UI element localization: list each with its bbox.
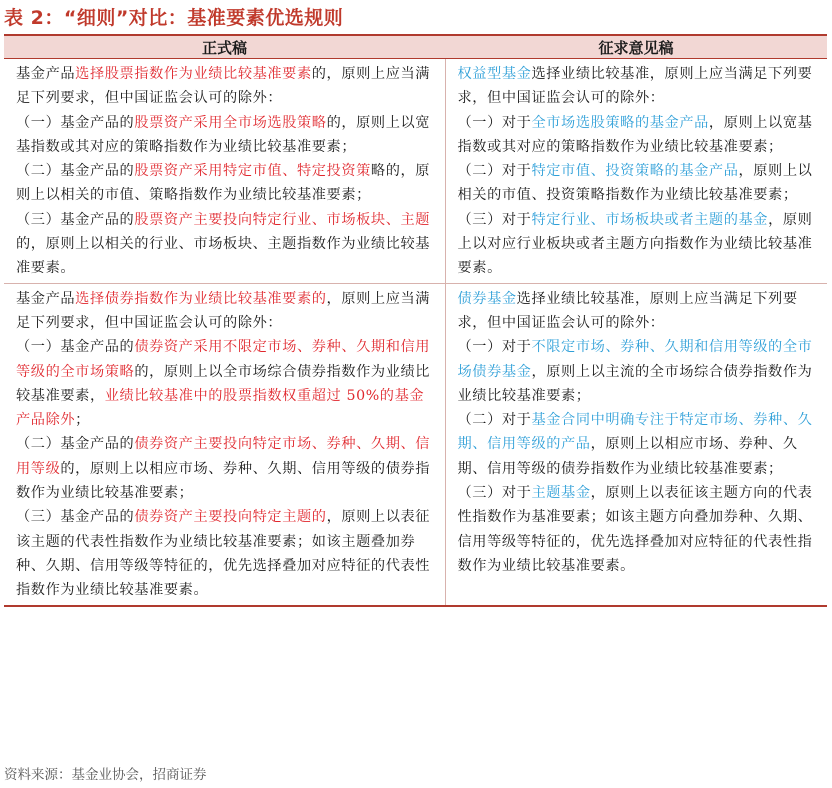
draft-highlight-text: 特定市值、投资策略的基金产品 [531, 163, 739, 180]
revised-text: 选择债券指数作为业绩比较基准要素的 [75, 290, 327, 307]
revised-text: 债券资产主要投向特定主题的 [134, 509, 327, 526]
clause-text: 选择业绩比较基准，原则上应当满足下列要求，但中国证监会认可的除外： [457, 66, 813, 107]
clause-text: （一）基金产品的 [16, 339, 135, 356]
draft-highlight-text: 特定行业、市场板块或者主题的基金 [531, 211, 769, 228]
clause-paragraph [458, 408, 822, 481]
clause-paragraph [458, 287, 822, 336]
clause-text: ，原则上以相关的市值、投资策略指数作为业绩比较基准要素； [457, 163, 813, 204]
bond-final-cell [4, 283, 445, 605]
comparison-table [4, 34, 827, 607]
draft-highlight-text: 基金合同中明确专注于特定市场、券种、久期、信用等级的产品 [457, 412, 813, 453]
clause-text: （二）对于 [457, 412, 532, 429]
clause-text: 的，原则上以相关的行业、市场板块、主题指数作为业绩比较基准要素。 [16, 236, 431, 277]
stock-draft-cell [445, 59, 827, 284]
draft-highlight-text: 主题基金 [531, 485, 591, 502]
clause-text: ，原则上以宽基指数或其对应的策略指数作为业绩比较基准要素； [457, 114, 813, 155]
clause-paragraph [16, 62, 439, 111]
clause-text: （二）基金产品的 [16, 436, 135, 453]
clause-text: 的，原则上以全市场综合债券指数作为业绩比较基准要素， [16, 363, 431, 404]
clause-text: 的，原则上以宽基指数或其对应的策略指数作为业绩比较基准要素； [16, 114, 431, 155]
clause-paragraph [458, 111, 822, 160]
revised-text: 业绩比较基准中的股票指数权重超过 50%的基金产品除外 [16, 387, 425, 429]
clause-paragraph [16, 335, 439, 432]
clause-text: ，原则上以相应市场、券种、久期、信用等级的债券指数作为业绩比较基准要素； [457, 436, 798, 477]
draft-highlight-text: 债券基金 [457, 290, 517, 307]
table-row-stock [4, 59, 827, 284]
clause-text: （三）对于 [457, 485, 532, 502]
clause-paragraph [16, 505, 439, 602]
stock-final-cell [4, 59, 445, 284]
clause-text: 的，原则上应当满足下列要求，但中国证监会认可的除外： [16, 66, 431, 107]
column-header-final: 正式稿 [4, 35, 445, 59]
draft-highlight-text: 全市场选股策略的基金产品 [531, 114, 709, 131]
draft-highlight-text: 不限定市场、券种、久期和信用等级的全市场债券基金 [457, 339, 813, 380]
clause-paragraph [458, 481, 822, 578]
clause-paragraph [16, 208, 439, 281]
clause-text: ，原则上以对应行业板块或者主题方向指数作为业绩比较基准要素。 [457, 211, 813, 277]
clause-text: （一）对于 [457, 339, 532, 356]
clause-paragraph [458, 62, 822, 111]
clause-text: ，原则上应当满足下列要求，但中国证监会认可的除外： [16, 290, 431, 331]
clause-text: （三）对于 [457, 211, 532, 228]
clause-text: ，原则上以主流的全市场综合债券指数作为业绩比较基准要素； [457, 363, 813, 404]
clause-text: 基金产品 [16, 290, 76, 307]
revised-text: 股票资产采用特定市值、特定投资策 [134, 163, 371, 180]
revised-text: 选择股票指数作为业绩比较基准要素 [75, 66, 312, 82]
clause-text: ，原则上以表征该主题的代表性指数作为业绩比较基准要素；如该主题叠加券种、久期、信用等级等特征的，优先选择叠加对应特征的代表性指数作为业绩比较基准要素。 [16, 509, 431, 599]
clause-text: （一）基金产品的 [16, 114, 135, 131]
clause-text: 选择业绩比较基准，原则上应当满足下列要求，但中国证监会认可的除外： [457, 290, 798, 331]
clause-text: （二）对于 [457, 163, 532, 180]
table-title: 表 2：“细则”对比：基准要素优选规则 [4, 7, 344, 29]
clause-paragraph [16, 111, 439, 160]
revised-text: 债券资产采用不限定市场、券种、久期和信用等级的全市场策略 [16, 339, 431, 380]
bond-draft-cell [445, 283, 827, 605]
revised-text: 债券资产主要投向特定市场、券种、久期、信用等级 [16, 436, 431, 477]
clause-text: （三）基金产品的 [16, 509, 135, 526]
revised-text: 股票资产主要投向特定行业、市场板块、主题 [134, 211, 431, 228]
revised-text: 股票资产采用全市场选股策略 [134, 114, 327, 131]
column-header-draft: 征求意见稿 [445, 35, 827, 59]
clause-text: 的，原则上以相应市场、券种、久期、信用等级的债券指数作为业绩比较基准要素； [16, 460, 431, 502]
clause-paragraph [16, 159, 439, 208]
draft-highlight-text: 权益型基金 [457, 66, 532, 82]
clause-text: （二）基金产品的 [16, 163, 135, 180]
clause-text: （一）对于 [457, 114, 532, 131]
clause-text: ，原则上以表征该主题方向的代表性指数作为基准要素；如该主题方向叠加券种、久期、信用等级等特征的，优先选择叠加对应特征的代表性指数作为业绩比较基准要素。 [457, 485, 813, 574]
clause-text: 基金产品 [16, 66, 76, 82]
source-note: 资料来源：基金业协会，招商证券 [4, 767, 207, 783]
table-row-bond [4, 283, 827, 605]
clause-paragraph [458, 335, 822, 408]
clause-text: ； [75, 412, 90, 429]
clause-paragraph [16, 432, 439, 505]
clause-text: 略的，原则上以相关的市值、策略指数作为业绩比较基准要素； [16, 163, 431, 204]
clause-paragraph [16, 287, 439, 336]
clause-paragraph [458, 208, 822, 281]
clause-text: （三）基金产品的 [16, 211, 135, 228]
clause-paragraph [458, 159, 822, 208]
